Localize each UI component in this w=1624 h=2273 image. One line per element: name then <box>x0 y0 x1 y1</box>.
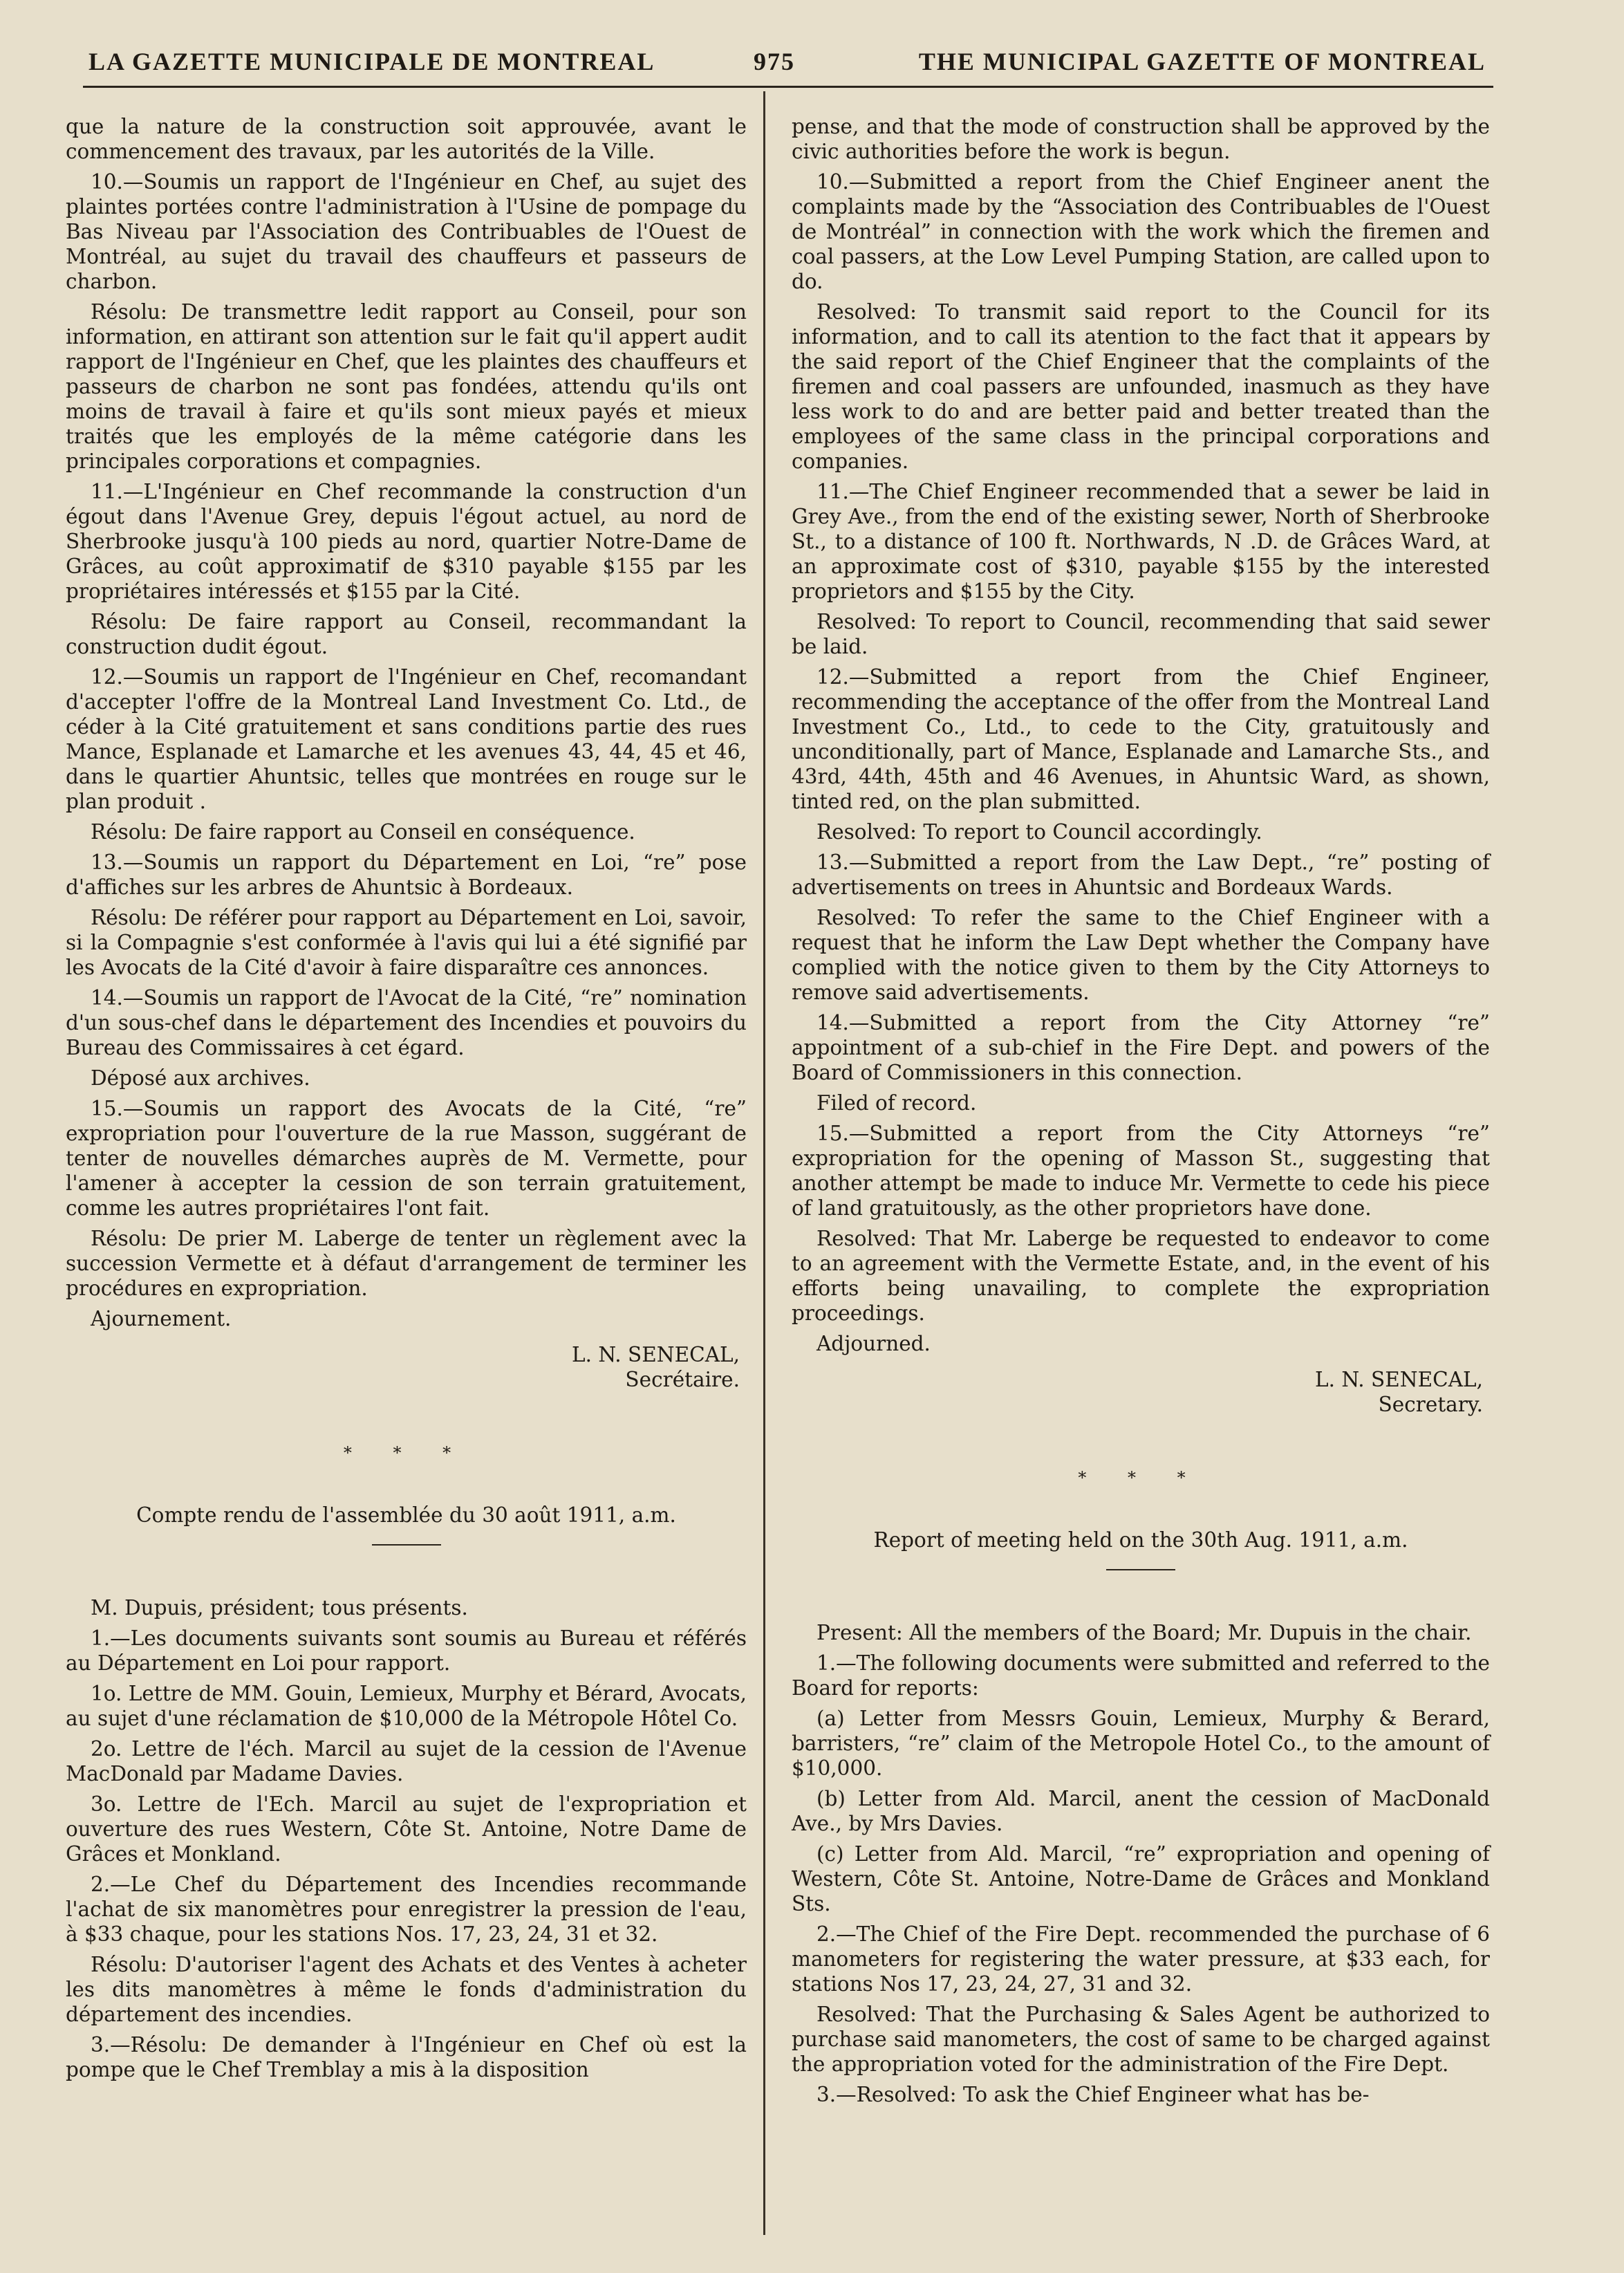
signature-name: L. N. SENECAL, <box>572 1343 740 1366</box>
report-title: Report of meeting held on the 30th Aug. 1911, a.m. <box>873 1528 1408 1552</box>
paragraph: (a) Letter from Messrs Gouin, Lemieux, Murphy & Berard, barristers, “re” claim of the Metropole Hotel Co., to the amount of $10,000. <box>792 1707 1490 1780</box>
paragraph: 2o. Lettre de l'éch. Marcil au sujet de la cession de l'Avenue MacDonald par Madame Davies. <box>66 1737 747 1785</box>
paragraph: Resolved: To refer the same to the Chief Engineer with a request that he inform the Law Dept whether the Company have complied with the notice given to them by the City Attorneys to remove said advertisements. <box>792 906 1490 1004</box>
header-rule <box>83 86 1493 88</box>
paragraph: Resolved: To report to Council accordingly. <box>816 820 1262 844</box>
english-minutes-part-1 <box>792 114 1490 1356</box>
paragraph: Ajournement. <box>91 1307 232 1330</box>
paragraph: (c) Letter from Ald. Marcil, “re” expropriation and opening of Western, Côte St. Antoine, Notre-Dame de Grâces and Monkland Sts. <box>792 1842 1490 1915</box>
paragraph: Resolved: To report to Council, recommending that said sewer be laid. <box>792 610 1490 658</box>
paragraph: Adjourned. <box>816 1332 931 1355</box>
paragraph: 14.—Submitted a report from the City Attorney “re” appointment of a sub-chief in the Fire Dept. and powers of the Board of Commissioners in this connection. <box>792 1011 1490 1084</box>
header-french-title: LA GAZETTE MUNICIPALE DE MONTREAL <box>88 48 655 75</box>
column-divider <box>763 91 765 2235</box>
paragraph: 13.—Soumis un rapport du Département en Loi, “re” pose d'affiches sur les arbres de Ahuntsic à Bordeaux. <box>66 851 747 899</box>
title-rule <box>372 1544 441 1546</box>
section-separator-stars: * * * <box>343 1443 469 1463</box>
paragraph: 14.—Soumis un rapport de l'Avocat de la Cité, “re” nomination d'un sous-chef dans le département des Incendies et pouvoirs du Bureau des Commissaires à cet égard. <box>66 986 747 1059</box>
paragraph: Résolu: D'autoriser l'agent des Achats et des Ventes à acheter les dits manomètres à même le fonds d'administration du département des incendies. <box>66 1953 747 2026</box>
paragraph: Filed of record. <box>816 1091 977 1115</box>
paragraph: M. Dupuis, président; tous présents. <box>91 1596 468 1620</box>
paragraph: 1.—The following documents were submitted and referred to the Board for reports: <box>792 1651 1490 1700</box>
paragraph: 1o. Lettre de MM. Gouin, Lemieux, Murphy et Bérard, Avocats, au sujet d'une réclamation de $10,000 de la Métropole Hôtel Co. <box>66 1682 747 1730</box>
paragraph: Résolu: De prier M. Laberge de tenter un règlement avec la succession Vermette et à défaut d'arrangement de terminer les procédures en expropriation. <box>66 1227 747 1300</box>
paragraph: 3o. Lettre de l'Ech. Marcil au sujet de l'expropriation et ouverture des rues Western, Côte St. Antoine, Notre Dame de Grâces et Monkland. <box>66 1792 747 1866</box>
paragraph: Resolved: That the Purchasing & Sales Agent be authorized to purchase said manometers, the cost of same to be charged against the appropriation voted for the administration of the Fire Dept. <box>792 2003 1490 2076</box>
paragraph: pense, and that the mode of construction shall be approved by the civic authorities before the work is begun. <box>792 115 1490 163</box>
paragraph: 11.—L'Ingénieur en Chef recommande la construction d'un égout dans l'Avenue Grey, depuis l'égout actuel, au nord de Sherbrooke jusqu'à 100 pieds au nord, quartier Notre-Dame de Grâces, au coût approximatif de $310 payable $155 par les propriétaires intéressés et $155 par la Cité. <box>66 480 747 603</box>
paragraph: Déposé aux archives. <box>91 1066 310 1090</box>
paragraph: 2.—Le Chef du Département des Incendies recommande l'achat de six manomètres pour enregistrer la pression de l'eau, à $33 chaque, pour les stations Nos. 17, 23, 24, 31 et 32. <box>66 1873 747 1946</box>
signature-name: L. N. SENECAL, <box>1315 1368 1483 1391</box>
paragraph: Resolved: That Mr. Laberge be requested to endeavor to come to an agreement with the Vermette Estate, and, in the event of his efforts being unavailing, to complete the expropriation proceedings. <box>792 1227 1490 1325</box>
paragraph: Résolu: De faire rapport au Conseil en conséquence. <box>91 820 635 844</box>
running-header <box>83 47 1486 80</box>
paragraph: 3.—Résolu: De demander à l'Ingénieur en Chef où est la pompe que le Chef Tremblay a mis à la disposition <box>66 2033 747 2081</box>
paragraph: 2.—The Chief of the Fire Dept. recommended the purchase of 6 manometers for registering the water pressure, at $33 each, for stations Nos 17, 23, 24, 27, 31 and 32. <box>792 1922 1490 1996</box>
paragraph: 13.—Submitted a report from the Law Dept., “re” posting of advertisements on trees in Ahuntsic and Bordeaux Wards. <box>792 851 1490 899</box>
paragraph: 15.—Submitted a report from the City Attorneys “re” expropriation for the opening of Masson St., suggesting that another attempt be made to induce Mr. Vermette to cede his piece of land gratuitously, as the other proprietors have done. <box>792 1122 1490 1220</box>
paragraph: (b) Letter from Ald. Marcil, anent the cession of MacDonald Ave., by Mrs Davies. <box>792 1787 1490 1835</box>
page-number: 975 <box>754 48 795 75</box>
french-column <box>66 114 747 2088</box>
paragraph: que la nature de la construction soit approuvée, avant le commencement des travaux, par les autorités de la Ville. <box>66 115 747 163</box>
french-minutes-part-2 <box>66 1595 747 2082</box>
paragraph: 10.—Soumis un rapport de l'Ingénieur en Chef, au sujet des plaintes portées contre l'administration à l'Usine de pompage du Bas Niveau par l'Association des Contribuables de l'Ouest de Montréal, au sujet du travail des chauffeurs et passeurs de charbon. <box>66 170 747 293</box>
paragraph: 3.—Resolved: To ask the Chief Engineer what has be- <box>816 2083 1370 2106</box>
paragraph: Résolu: De référer pour rapport au Département en Loi, savoir, si la Compagnie s'est conformée à l'avis qui lui a été signifié par les Avocats de la Cité d'avoir à faire disparaître ces annonces. <box>66 906 747 979</box>
paragraph: 12.—Submitted a report from the Chief Engineer, recommending the acceptance of the offer from the Montreal Land Investment Co., Ltd., to cede to the City, gratuitously and unconditionally, part of Mance, Esplanade and Lamarche Sts., and 43rd, 44th, 45th and 46 Avenues, in Ahuntsic Ward, as shown, tinted red, on the plan submitted. <box>792 665 1490 813</box>
paragraph: 1.—Les documents suivants sont soumis au Bureau et référés au Département en Loi pour rapport. <box>66 1626 747 1675</box>
paragraph: Résolu: De faire rapport au Conseil, recommandant la construction dudit égout. <box>66 610 747 658</box>
paragraph: 10.—Submitted a report from the Chief Engineer anent the complaints made by the “Association des Contribuables de l'Ouest de Montréal” in connection with the work which the firemen and coal passers, at the Low Level Pumping Station, are called upon to do. <box>792 170 1490 293</box>
paragraph: 15.—Soumis un rapport des Avocats de la Cité, “re” expropriation pour l'ouverture de la rue Masson, suggérant de tenter de nouvelles démarches auprès de M. Vermette, pour l'amener à accepter la cession de son terrain gratuitement, comme les autres propriétaires l'ont fait. <box>66 1097 747 1220</box>
signature-title: Secretary. <box>1378 1393 1483 1416</box>
english-column <box>792 114 1490 2113</box>
paragraph: 11.—The Chief Engineer recommended that a sewer be laid in Grey Ave., from the end of the existing sewer, North of Sherbrooke St., to a distance of 100 ft. Northwards, N .D. de Grâces Ward, at an approximate cost of $310, payable $155 by the interested proprietors and $155 by the City. <box>792 480 1490 603</box>
section-separator-stars: * * * <box>1078 1468 1204 1487</box>
title-rule <box>1106 1569 1175 1570</box>
header-english-title: THE MUNICIPAL GAZETTE OF MONTREAL <box>918 48 1486 75</box>
paragraph: Resolved: To transmit said report to the Council for its information, and to call its atention to the fact that it appears by the said report of the Chief Engineer that the complaints of the firemen and coal passers are unfounded, inasmuch as they have less work to do and are better paid and better treated than the employees of the same class in the principal corporations and companies. <box>792 300 1490 473</box>
paragraph: 12.—Soumis un rapport de l'Ingénieur en Chef, recomandant d'accepter l'offre de la Montreal Land Investment Co. Ltd., de céder à la Cité gratuitement et sans conditions partie des rues Mance, Esplanade et Lamarche et les avenues 43, 44, 45 et 46, dans le quartier Ahuntsic, telles que montrées en rouge sur le plan produit . <box>66 665 747 813</box>
english-minutes-part-2 <box>792 1620 1490 2107</box>
signature-title: Secrétaire. <box>625 1368 740 1391</box>
report-title: Compte rendu de l'assemblée du 30 août 1911, a.m. <box>136 1503 676 1527</box>
paragraph: Résolu: De transmettre ledit rapport au Conseil, pour son information, en attirant son attention sur le fait qu'il appert audit rapport de l'Ingénieur en Chef, que les plaintes des chauffeurs et passeurs de charbon ne sont pas fondées, attendu qu'ils ont moins de travail à faire et qu'ils sont mieux payés et mieux traités que les employés de la même catégorie dans les principales corporations et compagnies. <box>66 300 747 473</box>
paragraph: Present: All the members of the Board; Mr. Dupuis in the chair. <box>816 1621 1472 1644</box>
french-minutes-part-1 <box>66 114 747 1331</box>
